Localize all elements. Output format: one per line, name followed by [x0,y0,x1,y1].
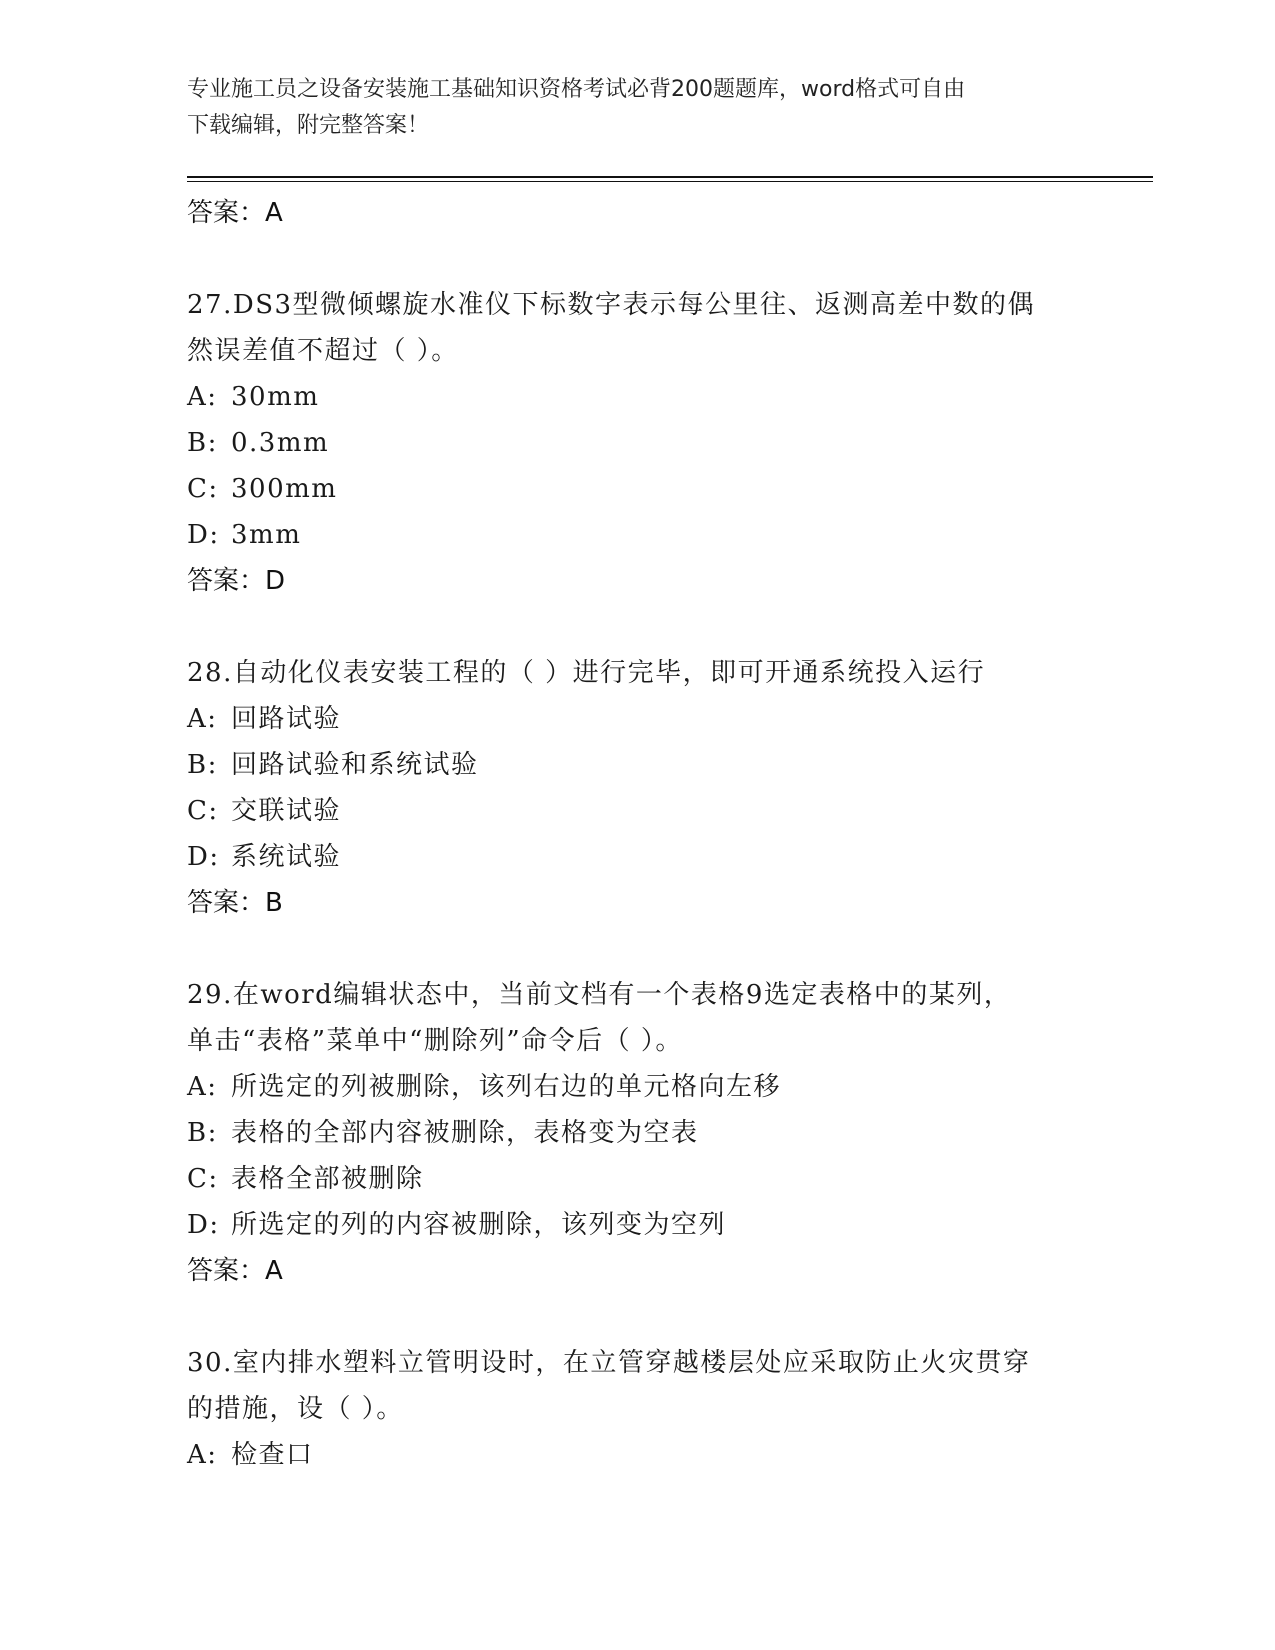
header-line-1: 专业施工员之设备安装施工基础知识资格考试必背200题题库，word格式可自由 [187,77,966,102]
option-letter: D: [187,1210,220,1240]
option-text: 回路试验 [231,704,342,734]
spacer [187,604,1087,650]
question-stem-line: 30.室内排水塑料立管明设时，在立管穿越楼层处应采取防止火灾贯穿 [187,1348,1031,1378]
option-letter: D: [187,520,220,550]
option-letter: B: [187,750,218,780]
option-letter: A: [187,704,218,734]
option-text: 交联试验 [231,796,342,826]
option-b [187,742,1087,788]
option-letter: D: [187,842,220,872]
header-rule [187,176,1153,178]
option-c [187,788,1087,834]
option-text: 所选定的列的内容被删除，该列变为空列 [231,1210,727,1240]
option-b [187,1110,1087,1156]
question-30 [187,1340,1087,1478]
option-d [187,512,1087,558]
option-b [187,420,1087,466]
question-stem-line: 28.自动化仪表安装工程的（ ）进行完毕，即可开通系统投入运行 [187,658,986,688]
option-letter: C: [187,474,219,504]
answer-line: 答案：B [187,888,283,918]
option-a [187,1064,1087,1110]
option-text: 表格全部被删除 [231,1164,424,1194]
option-letter: B: [187,1118,218,1148]
option-a [187,374,1087,420]
option-text: 表格的全部内容被删除，表格变为空表 [231,1118,699,1148]
spacer [187,236,1087,282]
option-d [187,834,1087,880]
question-stem-line: 27.DS3型微倾螺旋水准仪下标数字表示每公里往、返测高差中数的偶 [187,290,1036,320]
question-stem-line: 然误差值不超过（ ）。 [187,336,459,366]
question-stem-line: 29.在word编辑状态中，当前文档有一个表格9选定表格中的某列， [187,980,1012,1010]
document-header [187,72,1067,144]
option-text: 检查口 [231,1440,314,1470]
option-letter: A: [187,382,218,412]
option-letter: A: [187,1072,218,1102]
header-rule-thin [187,181,1153,182]
question-29 [187,972,1087,1294]
option-a [187,696,1087,742]
question-list [187,190,1087,1478]
option-letter: C: [187,1164,219,1194]
option-text: 0.3mm [231,428,330,458]
spacer [187,1294,1087,1340]
option-letter: C: [187,796,219,826]
option-text: 30mm [231,382,320,412]
answer-line: 答案：A [187,1256,283,1286]
previous-answer: 答案：A [187,198,283,228]
option-letter: A: [187,1440,218,1470]
option-c [187,466,1087,512]
option-letter: B: [187,428,218,458]
question-stem-line: 的措施，设（ ）。 [187,1394,404,1424]
option-text: 系统试验 [231,842,342,872]
question-stem-line: 单击“表格”菜单中“删除列”命令后（ ）。 [187,1026,683,1056]
answer-line: 答案：D [187,566,286,596]
option-text: 所选定的列被删除，该列右边的单元格向左移 [231,1072,782,1102]
option-text: 回路试验和系统试验 [231,750,479,780]
option-text: 300mm [231,474,338,504]
option-text: 3mm [231,520,302,550]
option-d [187,1202,1087,1248]
spacer [187,926,1087,972]
question-27 [187,282,1087,604]
option-c [187,1156,1087,1202]
header-line-2: 下载编辑，附完整答案！ [187,113,430,138]
question-28 [187,650,1087,926]
option-a [187,1432,1087,1478]
